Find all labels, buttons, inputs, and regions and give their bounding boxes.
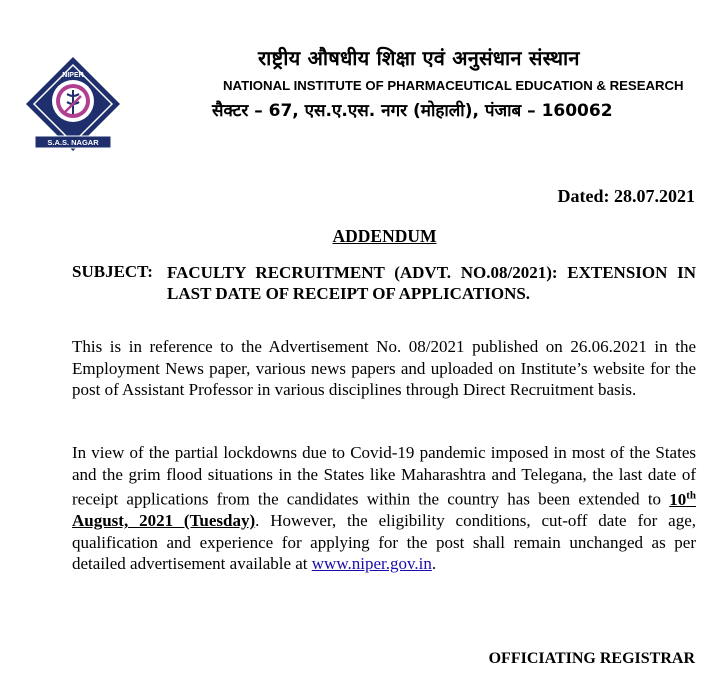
subject-label: SUBJECT: [72, 262, 153, 281]
paragraph-extension [72, 442, 696, 575]
extended-date-day: 10 [669, 489, 687, 509]
paragraph-extension-end: . [431, 554, 437, 574]
logo-bottom-text: S.A.S. NAGAR [47, 138, 99, 147]
paragraph-reference: This is in reference to the Advertisement No. 08/2021 published on 26.06.2021 in the Employment News paper, various news papers and uploaded on Institute’s website for the post of Assistant Professor in various disciplines through Direct Recruitment basis. [72, 337, 696, 399]
subject-text: FACULTY RECRUITMENT (ADVT. NO.08/2021): EXTENSION IN LAST DATE OF RECEIPT OF APPLICATIONS. [167, 263, 696, 303]
institute-name-hindi: राष्ट्रीय औषधीय शिक्षा एवं अनुसंधान संस्थान [258, 46, 580, 70]
document-title-text: ADDENDUM [332, 226, 437, 246]
document-date: Dated: 28.07.2021 [557, 186, 695, 206]
paragraph-extension-middle: . However, the eligibility conditions, cut-off date for age, qualification and experience for applying for the post shall remain unchanged as per detailed advertisement available at [72, 511, 696, 574]
paragraph-extension-start: In view of the partial lockdowns due to Covid-19 pandemic imposed in most of the States and the grim flood situations in the States like Maharashtra and Telegana, the last date of receipt applications from the candidates within the country has been extended to [72, 443, 696, 509]
signatory: OFFICIATING REGISTRAR [488, 650, 695, 667]
logo-top-text: NIPER [62, 72, 84, 79]
extended-date-rest: August, 2021 (Tuesday) [72, 511, 256, 531]
extended-date-suffix: th [686, 489, 696, 501]
niper-logo [25, 56, 121, 152]
document-title [0, 226, 721, 247]
niper-website-link[interactable]: www.niper.gov.in [311, 554, 432, 574]
institute-name-english: NATIONAL INSTITUTE OF PHARMACEUTICAL EDUCATION & RESEARCH [223, 78, 684, 93]
institute-address-hindi: सैक्टर – 67, एस.ए.एस. नगर (मोहाली), पंजाब – 160062 [212, 101, 613, 121]
